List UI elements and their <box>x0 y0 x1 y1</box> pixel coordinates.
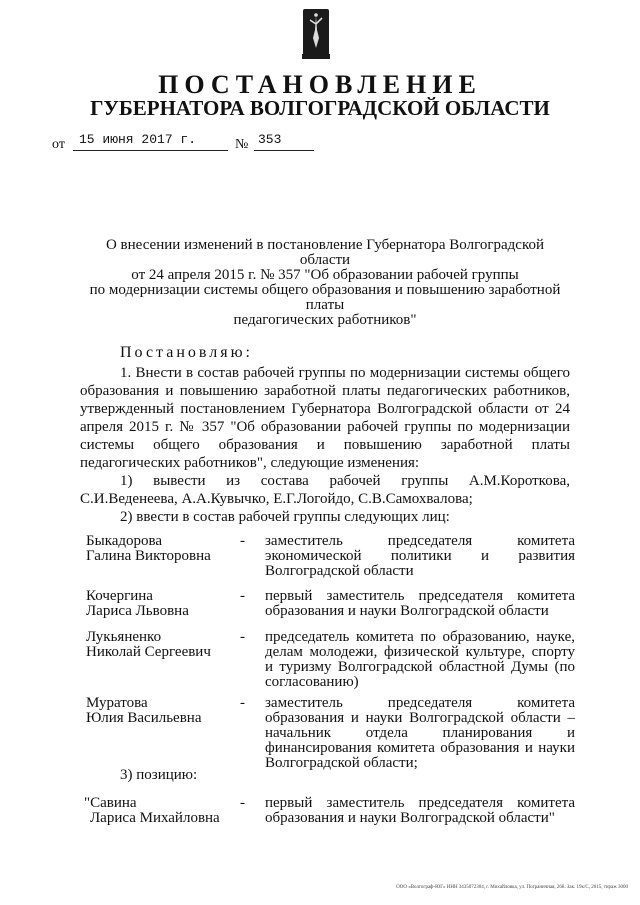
member-given-name: Лариса Львовна <box>86 603 189 619</box>
number-value: 353 <box>258 132 282 147</box>
document-subtitle: ГУБЕРНАТОРА ВОЛГОГРАДСКОЙ ОБЛАСТИ <box>90 96 550 120</box>
printer-imprint: ООО «Волгограф-ЮГ» ИНН 3435072304, г. Михайловка, ул. Пограничная, 268. Зак. 19к/С, 2015, тираж 3000 <box>396 885 628 890</box>
decree-word: Постановляю: <box>120 344 253 361</box>
member-dash: - <box>240 629 245 645</box>
member-position: первый заместитель председателя комитета образования и науки Волгоградской области" <box>265 795 575 826</box>
member-position: заместитель председателя комитета образования и науки Волгоградской области – начальник отдела планирования и финансирования комитета образования и науки Волгоградской области; <box>265 695 575 771</box>
member-position: заместитель председателя комитета экономической политики и развития Волгоградской области <box>265 533 575 579</box>
member-surname: "Савина <box>84 795 137 811</box>
member-name <box>86 534 246 564</box>
number-field <box>254 130 314 151</box>
member-surname: Муратова <box>86 695 148 711</box>
member-given-name: Галина Викторовна <box>86 548 211 564</box>
member-position: председатель комитета по образованию, науке, делам молодежи, физической культуре, спорту и туризму Волгоградской областной Думы (по согласованию) <box>265 629 575 690</box>
paragraph-item1-2: 2) ввести в состав рабочей группы следующих лиц: <box>120 509 450 525</box>
paragraph-item1-3: 3) позицию: <box>120 767 198 783</box>
date-value: 15 июня 2017 г. <box>79 132 197 147</box>
member-surname: Кочергина <box>86 588 153 604</box>
member-dash: - <box>240 588 245 604</box>
paragraph-item1-1: 1) вывести из состава рабочей группы А.М.Короткова, С.И.Веденеева, А.А.Кувычко, Е.Г.Логойдо, С.В.Самохвалова; <box>80 473 570 507</box>
member-name <box>86 589 246 619</box>
member-position: первый заместитель председателя комитета образования и науки Волгоградской области <box>265 588 575 619</box>
member-given-name: Николай Сергеевич <box>86 644 211 660</box>
paragraph-item1: 1. Внести в состав рабочей группы по модернизации системы общего образования и повышению заработной платы педагогических работников, утвержденный постановлением Губернатора Волгоградской области от 24 апреля 2015 г. № 357 "Об образовании рабочей группы по модернизации системы общего образования и повышению заработной платы педагогических работников", следующие изменения: <box>80 365 570 471</box>
date-prefix: от <box>52 137 65 152</box>
member-name <box>86 630 246 660</box>
number-prefix: № <box>235 137 249 152</box>
date-field <box>73 130 228 151</box>
member-surname: Быкадорова <box>86 533 163 549</box>
subject-line: от 24 апреля 2015 г. № 357 "Об образовании рабочей группы <box>131 267 519 283</box>
document-subject <box>80 238 570 328</box>
subject-line: педагогических работников" <box>233 312 417 328</box>
member-given-name: Юлия Васильевна <box>86 710 202 726</box>
member-dash: - <box>240 695 245 711</box>
member-name <box>86 696 246 726</box>
coat-of-arms-emblem <box>302 8 330 60</box>
member-surname: Лукьяненко <box>86 629 162 645</box>
subject-line: по модернизации системы общего образования и повышению заработной платы <box>89 282 561 313</box>
subject-line: О внесении изменений в постановление Губернатора Волгоградской области <box>105 237 545 268</box>
member-name <box>84 796 244 826</box>
member-dash: - <box>240 533 245 549</box>
member-dash: - <box>240 795 245 811</box>
document-title: ПОСТАНОВЛЕНИЕ <box>158 70 482 99</box>
member-given-name: Лариса Михайловна <box>90 810 220 826</box>
